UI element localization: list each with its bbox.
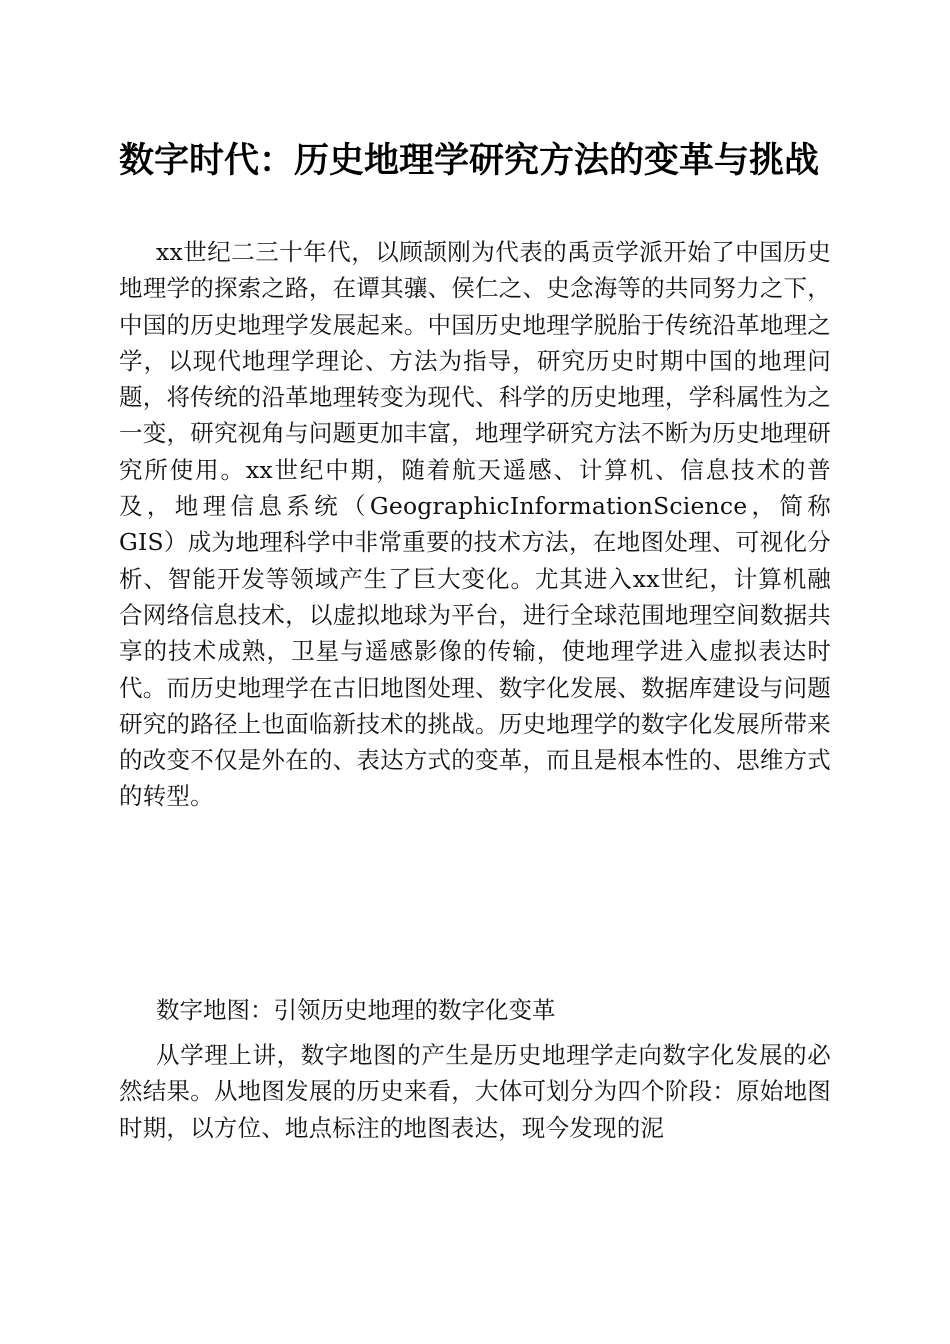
section-heading: 数字地图：引领历史地理的数字化变革 <box>156 996 556 1024</box>
document-title: 数字时代：历史地理学研究方法的变革与挑战 <box>119 140 820 181</box>
body-paragraph: xx世纪二三十年代，以顾颉刚为代表的禹贡学派开始了中国历史地理学的探索之路，在谭其骧、侯仁之、史念海等的共同努力之下，中国的历史地理学发展起来。中国历史地理学脱胎于传统沿革地理之学，以现代地理学理论、方法为指导，研究历史时期中国的地理问题，将传统的沿革地理转变为现代、科学的历史地理，学科属性为之一变，研究视角与问题更加丰富，地理学研究方法不断为历史地理研究所使用。xx世纪中期，随着航天遥感、计算机、信息技术的普及，地理信息系统（GeographicInformationScience，简称GIS）成为地理科学中非常重要的技术方法，在地图处理、可视化分析、智能开发等领域产生了巨大变化。尤其进入xx世纪，计算机融合网络信息技术，以虚拟地球为平台，进行全球范围地理空间数据共享的技术成熟，卫星与遥感影像的传输，使地理学进入虚拟表达时代。而历史地理学在古旧地图处理、数字化发展、数据库建设与问题研究的路径上也面临新技术的挑战。历史地理学的数字化发展所带来的改变不仅是外在的、表达方式的变革，而且是根本性的、思维方式的转型。 <box>119 238 831 811</box>
body-paragraph: 从学理上讲，数字地图的产生是历史地理学走向数字化发展的必然结果。从地图发展的历史来看，大体可划分为四个阶段：原始地图时期，以方位、地点标注的地图表达，现今发现的泥 <box>119 1041 831 1142</box>
